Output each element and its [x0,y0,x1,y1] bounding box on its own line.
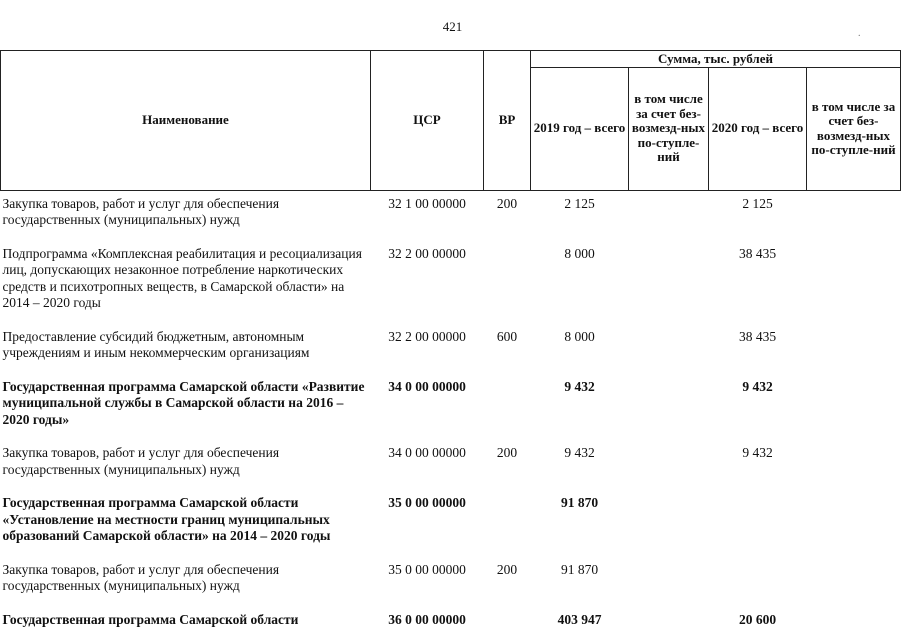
row-2019-total: 8 000 [564,328,595,344]
row-2020-total [709,478,807,545]
row-name: Подпрограмма «Комплексная реабилитация и ресоциализация лиц, допускающих незаконное потребление наркотических средств и психотропных веществ, в Самарской области» на 2014 – 2020 годы [2,245,362,310]
row-name: Государственная программа Самарской области [2,611,299,627]
budget-table [0,50,901,628]
row-name: Закупка товаров, работ и услуг для обеспечения государственных (муниципальных) нужд [2,561,280,593]
table-row [1,545,901,595]
row-2019-total: 9 432 [564,378,595,394]
table-header [1,51,901,191]
table-row [1,595,901,629]
row-2020-free [807,362,901,429]
row-2019-free [629,312,709,362]
table-row [1,229,901,312]
row-name: Предоставление субсидий бюджетным, автономным учреждениям и иным некоммерческим организациям [2,328,310,360]
row-2019-total: 2 125 [564,195,595,211]
row-vr [484,595,531,629]
row-2020-total [709,545,807,595]
row-2019-free [629,595,709,629]
header-2020-total: 2020 год – всего [709,67,807,190]
row-2019-free [629,478,709,545]
row-vr: 200 [496,561,518,577]
row-csr: 32 2 00 00000 [388,328,466,344]
row-2020-total: 9 432 [742,445,773,460]
row-vr: 200 [496,445,518,460]
row-2020-free [807,478,901,545]
row-2019-total: 9 432 [564,445,595,460]
header-vr: ВР [484,51,531,191]
table-row [1,312,901,362]
row-csr: 34 0 00 00000 [388,378,466,394]
row-2020-free [807,190,901,229]
row-2020-total: 38 435 [738,245,777,261]
row-csr: 35 0 00 00000 [388,495,466,510]
row-name: Государственная программа Самарской области «Установление на местности границ муниципальных образований Самарской области» на 2014 – 2020 годы [2,495,331,543]
row-2020-free [807,595,901,629]
row-2019-total: 91 870 [560,561,599,577]
row-csr: 32 2 00 00000 [388,245,466,261]
row-csr: 35 0 00 00000 [388,561,466,577]
row-csr: 34 0 00 00000 [388,445,466,460]
header-2019-total: 2019 год – всего [531,67,629,190]
row-name: Закупка товаров, работ и услуг для обеспечения государственных (муниципальных) нужд [2,195,280,227]
table-row [1,428,901,478]
row-2020-free [807,229,901,312]
row-vr: 200 [496,195,518,211]
row-2019-total: 403 947 [557,611,602,627]
header-csr: ЦСР [371,51,484,191]
row-2019-free [629,229,709,312]
header-2019-free: в том числе за счет без-возмезд-ных по-ступле-ний [629,67,709,190]
row-vr [484,362,531,429]
page-number: 421 [442,19,463,34]
row-vr: 600 [496,328,518,344]
row-2019-total: 8 000 [564,245,595,261]
row-csr: 36 0 00 00000 [388,611,466,627]
row-2019-free [629,428,709,478]
row-vr [484,478,531,545]
row-name: Закупка товаров, работ и услуг для обеспечения государственных (муниципальных) нужд [2,445,280,477]
corner-mark: . [858,28,861,39]
row-2020-total: 38 435 [738,328,777,344]
row-vr [484,229,531,312]
row-2019-free [629,190,709,229]
row-name: Государственная программа Самарской области «Развитие муниципальной службы в Самарской области на 2016 – 2020 годы» [2,378,365,427]
row-2019-total: 91 870 [560,495,599,510]
header-sum: Сумма, тыс. рублей [531,51,901,68]
row-2019-free [629,545,709,595]
row-2020-total: 20 600 [738,611,777,627]
row-2019-free [629,362,709,429]
row-2020-free [807,545,901,595]
row-2020-free [807,428,901,478]
header-2020-free: в том числе за счет без-возмезд-ных по-ступле-ний [807,67,901,190]
table-row [1,478,901,545]
table-body [1,190,901,628]
row-2020-free [807,312,901,362]
row-2020-total: 2 125 [742,195,773,211]
table-row [1,190,901,229]
row-csr: 32 1 00 00000 [388,195,466,211]
header-name: Наименование [1,51,371,191]
table-row [1,362,901,429]
row-2020-total: 9 432 [742,378,773,394]
